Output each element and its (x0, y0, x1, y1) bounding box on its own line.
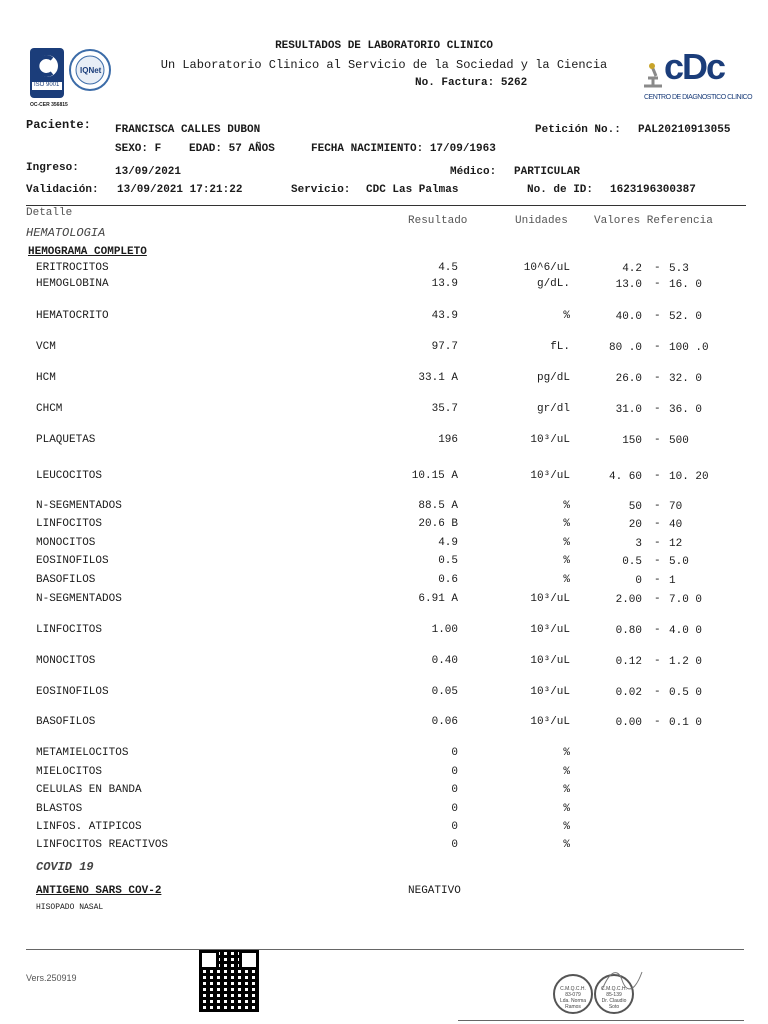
table-row (0, 372, 768, 388)
version-label: Vers.250919 (26, 973, 77, 983)
unit-value: 10³/uL (530, 624, 570, 636)
table-row (0, 310, 768, 326)
ref-dash: - (654, 403, 661, 415)
table-row (0, 593, 768, 609)
col-unidades: Unidades (515, 215, 568, 227)
unit-value: 10³/uL (530, 655, 570, 667)
ref-high: 52. 0 (669, 311, 703, 323)
test-name: MONOCITOS (36, 537, 96, 549)
ref-low: 0.80 (615, 625, 642, 637)
ref-dash: - (654, 555, 661, 567)
ref-dash: - (654, 686, 661, 698)
signature-line (458, 1020, 744, 1021)
ref-dash: - (654, 716, 661, 728)
ref-high: 100 .0 (669, 342, 709, 354)
ref-low: 0.12 (615, 656, 642, 668)
unit-value: % (563, 574, 570, 586)
table-row (0, 403, 768, 419)
petition-value: PAL20210913055 (638, 124, 731, 136)
medico-label: Médico: (450, 166, 497, 178)
test-name: MIELOCITOS (36, 766, 103, 778)
cdc-caption: CENTRO DE DIAGNOSTICO CLINICO (644, 94, 753, 101)
result-value: 0 (451, 766, 458, 778)
table-row (0, 747, 768, 763)
signature-stamp-1 (553, 974, 593, 1014)
signature-scribble (600, 966, 644, 996)
ref-high: 500 (669, 435, 689, 447)
patient-name: FRANCISCA CALLES DUBON (115, 124, 261, 136)
unit-value: gr/dl (536, 403, 570, 415)
section-covid: COVID 19 (36, 860, 94, 874)
covid-test-name: ANTIGENO SARS COV-2 (36, 885, 162, 897)
servicio-value: CDC Las Palmas (366, 184, 459, 196)
ref-high: 0.1 0 (669, 717, 703, 729)
test-name: LINFOS. ATIPICOS (36, 821, 142, 833)
result-value: 0.05 (431, 686, 458, 698)
test-name: ERITROCITOS (36, 262, 109, 274)
cdc-logo (640, 46, 753, 104)
table-row (0, 470, 768, 486)
ref-high: 36. 0 (669, 404, 703, 416)
footer-divider (26, 949, 744, 950)
test-name: EOSINOFILOS (36, 686, 109, 698)
ref-dash: - (654, 470, 661, 482)
unit-value: 10³/uL (530, 716, 570, 728)
subsection-hemograma: HEMOGRAMA COMPLETO (28, 246, 147, 258)
ref-low: 4. 60 (608, 471, 642, 483)
qr-code (199, 950, 259, 1012)
table-row (0, 434, 768, 450)
section-hematologia: HEMATOLOGIA (26, 226, 106, 240)
unit-value: 10³/uL (530, 686, 570, 698)
ref-dash: - (654, 518, 661, 530)
iso-label: ISO 9001 (34, 82, 60, 88)
microscope-icon (640, 60, 666, 90)
test-name: HEMOGLOBINA (36, 278, 109, 290)
ref-high: 16. 0 (669, 279, 703, 291)
test-name: BASOFILOS (36, 574, 96, 586)
table-row (0, 766, 768, 782)
unit-value: % (563, 803, 570, 815)
table-row (0, 686, 768, 702)
table-row (0, 716, 768, 732)
unit-value: 10³/uL (530, 593, 570, 605)
test-name: LINFOCITOS REACTIVOS (36, 839, 169, 851)
header-divider (26, 205, 746, 206)
test-name: METAMIELOCITOS (36, 747, 129, 759)
table-row (0, 821, 768, 837)
ref-dash: - (654, 372, 661, 384)
unit-value: g/dL. (536, 278, 570, 290)
stamp2-number: 85-139 (606, 992, 622, 998)
report-title: RESULTADOS DE LABORATORIO CLINICO (275, 40, 493, 52)
ref-high: 0.5 0 (669, 687, 703, 699)
ingreso-date: 13/09/2021 (115, 166, 182, 178)
test-name: N-SEGMENTADOS (36, 500, 122, 512)
test-name: PLAQUETAS (36, 434, 96, 446)
petition-label: Petición No.: (535, 124, 621, 136)
ref-high: 7.0 0 (669, 594, 703, 606)
ref-high: 1.2 0 (669, 656, 703, 668)
table-row (0, 262, 768, 278)
result-value: 4.5 (438, 262, 458, 274)
ref-dash: - (654, 434, 661, 446)
test-name: MONOCITOS (36, 655, 96, 667)
table-row (0, 655, 768, 671)
col-detalle: Detalle (26, 207, 73, 219)
unit-value: % (563, 310, 570, 322)
patient-label: Paciente: (26, 118, 91, 132)
stamp2-title: C.M.Q.C.H. (601, 986, 627, 992)
ref-high: 5.3 (669, 263, 689, 275)
result-value: 1.00 (431, 624, 458, 636)
result-value: 0 (451, 803, 458, 815)
id-value: 1623196300387 (610, 184, 696, 196)
result-value: 0 (451, 839, 458, 851)
unit-value: % (563, 537, 570, 549)
table-row (0, 537, 768, 553)
result-value: 0 (451, 784, 458, 796)
ref-high: 1 (669, 575, 676, 587)
ref-low: 40.0 (615, 311, 642, 323)
test-name: HCM (36, 372, 56, 384)
table-row (0, 555, 768, 571)
ref-low: 4.2 (622, 263, 642, 275)
ref-low: 0.5 (622, 556, 642, 568)
covid-sample: HISOPADO NASAL (36, 903, 104, 912)
ref-high: 5.0 (669, 556, 689, 568)
ref-low: 80 .0 (608, 342, 642, 354)
unit-value: 10³/uL (530, 470, 570, 482)
result-value: 88.5 A (418, 500, 458, 512)
table-row (0, 624, 768, 640)
ref-low: 3 (635, 538, 642, 550)
result-value: 0 (451, 821, 458, 833)
ref-low: 2.00 (615, 594, 642, 606)
result-value: 0 (451, 747, 458, 759)
unit-value: fL. (550, 341, 570, 353)
ref-dash: - (654, 624, 661, 636)
result-value: 0.6 (438, 574, 458, 586)
test-name: LINFOCITOS (36, 624, 103, 636)
unit-value: 10³/uL (530, 434, 570, 446)
test-name: CELULAS EN BANDA (36, 784, 142, 796)
covid-result: NEGATIVO (408, 885, 461, 897)
unit-value: pg/dL (536, 372, 570, 384)
ref-low: 0.00 (615, 717, 642, 729)
result-value: 20.6 B (418, 518, 458, 530)
result-value: 0.40 (431, 655, 458, 667)
ref-high: 4.0 0 (669, 625, 703, 637)
patient-sex: SEXO: F (115, 143, 162, 155)
test-name: BASOFILOS (36, 716, 96, 728)
stamp1-title: C.M.Q.C.H. (560, 986, 586, 992)
ref-low: 20 (628, 519, 642, 531)
ref-high: 10. 20 (669, 471, 709, 483)
validacion-value: 13/09/2021 17:21:22 (117, 184, 243, 196)
result-value: 13.9 (431, 278, 458, 290)
stamp2-name: Dr. Claudio Soto (601, 998, 627, 1010)
ref-dash: - (654, 574, 661, 586)
unit-value: % (563, 518, 570, 530)
table-row (0, 341, 768, 357)
result-value: 35.7 (431, 403, 458, 415)
test-name: LEUCOCITOS (36, 470, 103, 482)
ref-low: 13.0 (615, 279, 642, 291)
ref-dash: - (654, 655, 661, 667)
iso-certification-logo (28, 46, 112, 110)
test-name: HEMATOCRITO (36, 310, 109, 322)
patient-age: EDAD: 57 AÑOS (189, 143, 275, 155)
report-subtitle: Un Laboratorio Clinico al Servicio de la Sociedad y la Ciencia (160, 58, 608, 72)
ref-dash: - (654, 537, 661, 549)
test-name: LINFOCITOS (36, 518, 103, 530)
test-name: BLASTOS (36, 803, 83, 815)
unit-value: % (563, 784, 570, 796)
validacion-label: Validación: (26, 184, 99, 196)
id-label: No. de ID: (527, 184, 594, 196)
ref-high: 12 (669, 538, 683, 550)
ref-dash: - (654, 341, 661, 353)
test-name: CHCM (36, 403, 63, 415)
col-valores: Valores Referencia (594, 215, 713, 227)
ref-low: 50 (628, 501, 642, 513)
ref-dash: - (654, 593, 661, 605)
table-row (0, 574, 768, 590)
result-value: 10.15 A (411, 470, 458, 482)
test-name: EOSINOFILOS (36, 555, 109, 567)
unit-value: % (563, 555, 570, 567)
ref-low: 0 (635, 575, 642, 587)
table-row (0, 784, 768, 800)
ingreso-label: Ingreso: (26, 162, 79, 174)
ref-low: 0.02 (615, 687, 642, 699)
stamp1-name: Lda. Norma Ramos (559, 998, 587, 1010)
unit-value: 10^6/uL (523, 262, 570, 274)
ref-low: 31.0 (615, 404, 642, 416)
cdc-brand: cDc (664, 46, 725, 87)
ref-dash: - (654, 500, 661, 512)
table-row (0, 803, 768, 819)
ref-high: 32. 0 (669, 373, 703, 385)
stamp1-number: 83-079 (565, 992, 581, 998)
unit-value: % (563, 500, 570, 512)
iqnet-label: IQNet (80, 66, 102, 75)
ref-low: 26.0 (615, 373, 642, 385)
ref-high: 70 (669, 501, 683, 513)
result-value: 33.1 A (418, 372, 458, 384)
servicio-label: Servicio: (291, 184, 351, 196)
unit-value: % (563, 839, 570, 851)
invoice-number: No. Factura: 5262 (415, 77, 528, 89)
result-value: 0.5 (438, 555, 458, 567)
ref-dash: - (654, 278, 661, 290)
result-value: 196 (438, 434, 458, 446)
cert-code: OC-CER 356815 (30, 102, 68, 108)
result-value: 97.7 (431, 341, 458, 353)
ref-dash: - (654, 262, 661, 274)
result-value: 0.06 (431, 716, 458, 728)
result-value: 4.9 (438, 537, 458, 549)
unit-value: % (563, 821, 570, 833)
result-value: 6.91 A (418, 593, 458, 605)
ref-high: 40 (669, 519, 683, 531)
unit-value: % (563, 766, 570, 778)
result-value: 43.9 (431, 310, 458, 322)
table-row (0, 278, 768, 294)
col-resultado: Resultado (408, 215, 468, 227)
ref-low: 150 (622, 435, 642, 447)
test-name: N-SEGMENTADOS (36, 593, 122, 605)
table-row (0, 839, 768, 855)
medico-value: PARTICULAR (514, 166, 581, 178)
unit-value: % (563, 747, 570, 759)
table-row (0, 518, 768, 534)
test-name: VCM (36, 341, 56, 353)
table-row (0, 500, 768, 516)
patient-birthdate: FECHA NACIMIENTO: 17/09/1963 (311, 143, 496, 155)
ref-dash: - (654, 310, 661, 322)
